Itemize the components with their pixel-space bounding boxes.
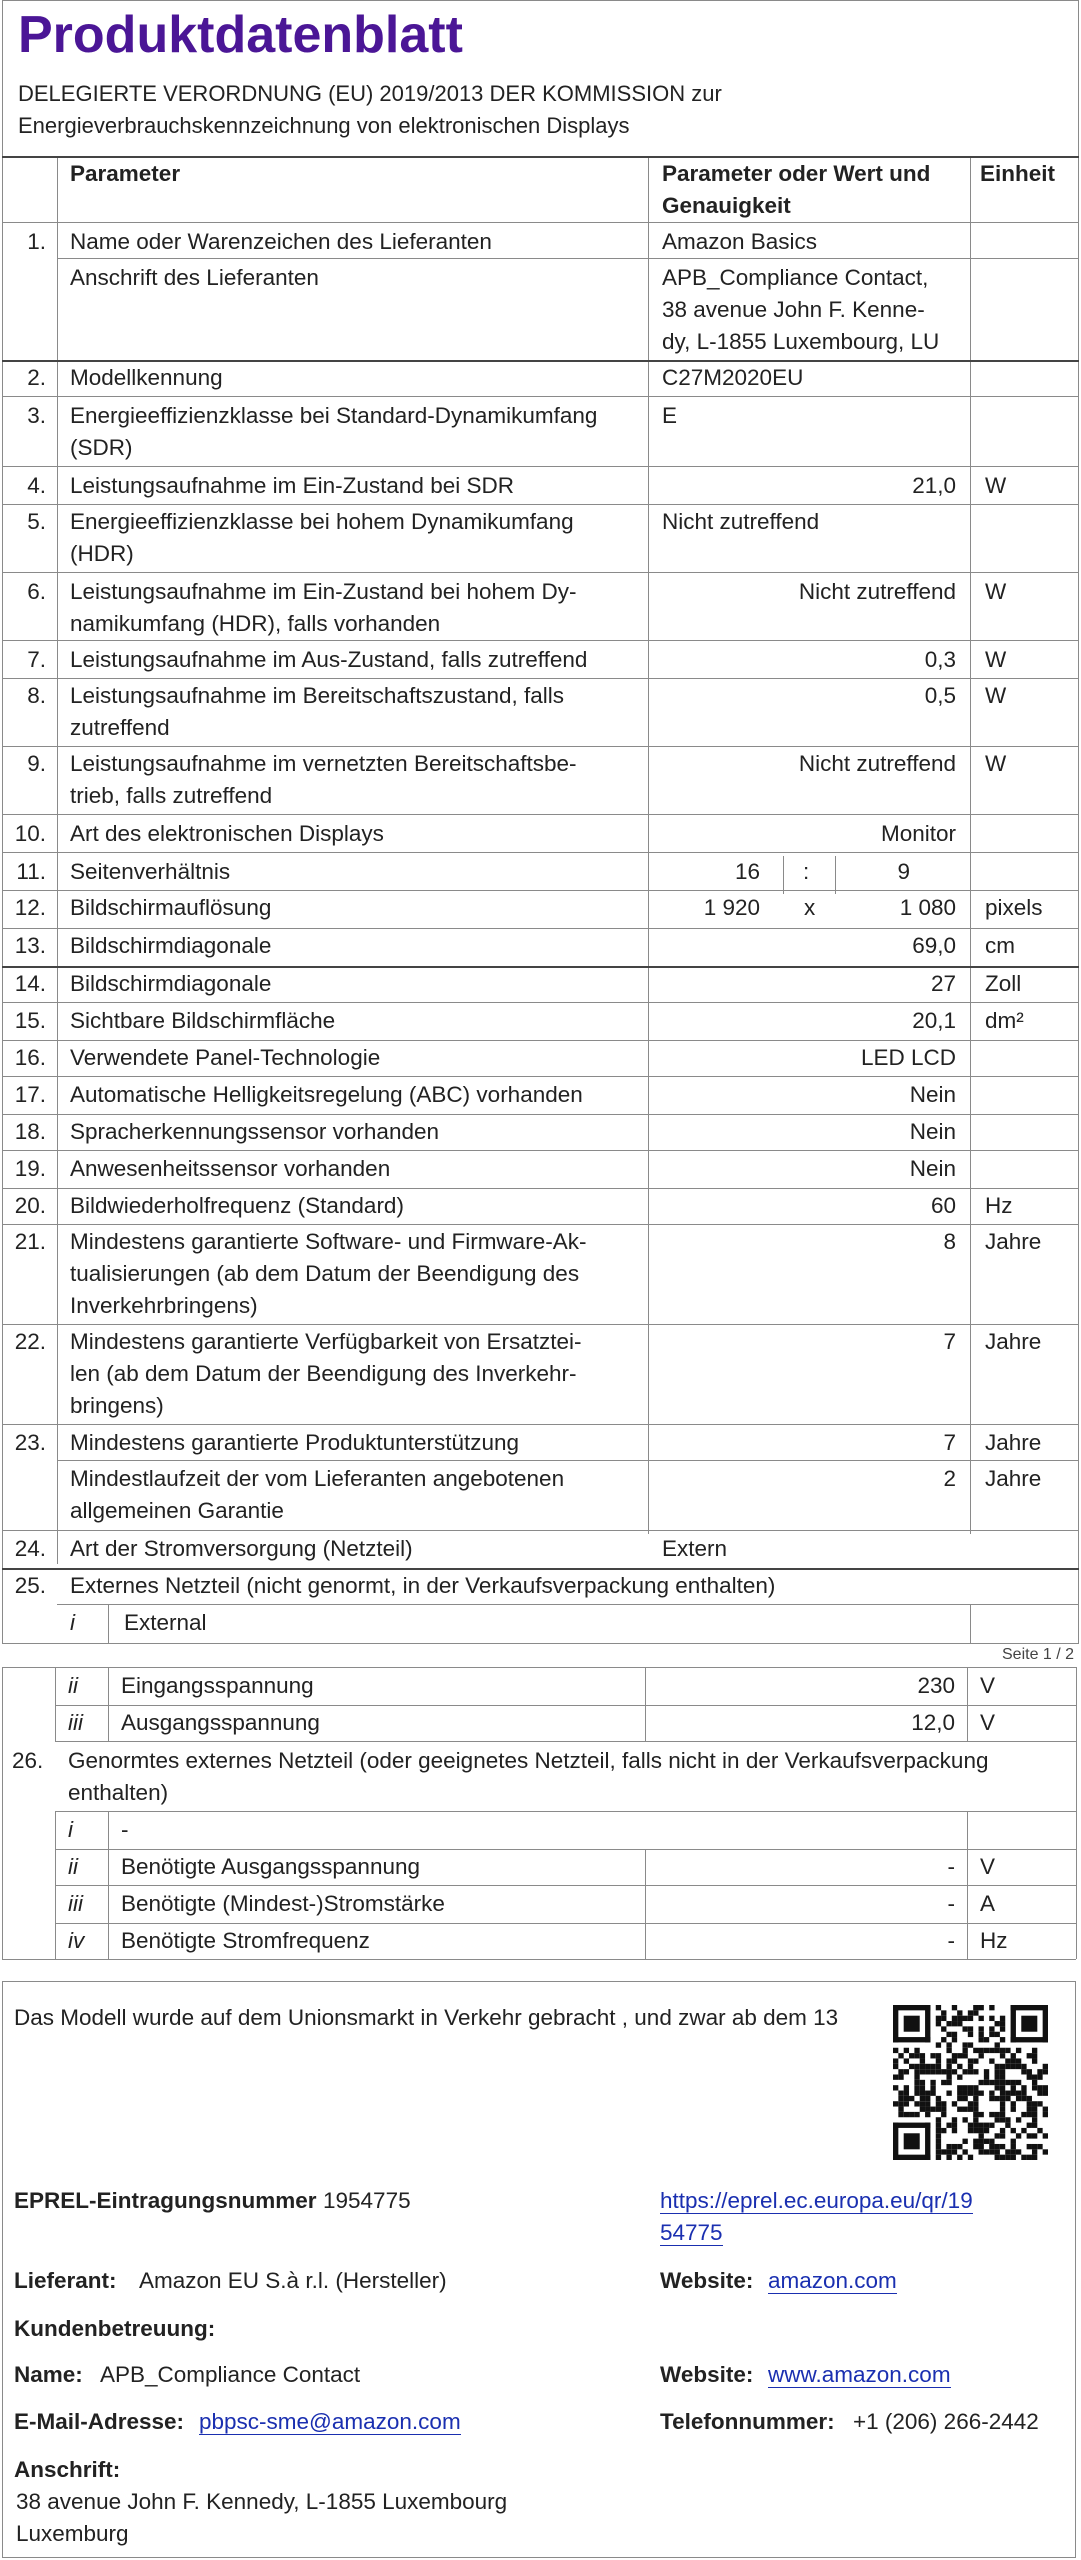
row-number: 15.: [14, 1008, 46, 1033]
row-number: 25.: [14, 1573, 46, 1598]
row-value-b: 9: [897, 859, 910, 884]
row-label: Leistungsaufnahme im vernetzten Bereitschaftsbe-: [70, 751, 577, 776]
row-label: Sichtbare Bildschirmfläche: [70, 1008, 336, 1033]
row-number: 6.: [27, 579, 46, 604]
website2-label: Website:: [660, 2362, 754, 2387]
row-unit: V: [980, 1854, 996, 1879]
row-number: 23.: [14, 1430, 46, 1455]
row-label: Leistungsaufnahme im Bereitschaftszustand, falls: [70, 683, 565, 708]
col-header-value-line1: Parameter oder Wert und: [662, 161, 931, 186]
row-number: 24.: [14, 1536, 46, 1561]
row-number: 17.: [14, 1082, 46, 1107]
row-number: 11.: [16, 859, 46, 884]
sub-row-number: iv: [68, 1928, 85, 1953]
row-label: (HDR): [70, 541, 134, 566]
row-number: 22.: [14, 1329, 46, 1354]
row-value: Extern: [662, 1536, 728, 1561]
regulation-subtitle-line1: DELEGIERTE VERORDNUNG (EU) 2019/2013 DER KOMMISSION zur: [18, 81, 722, 106]
row-value-a: 1 920: [703, 895, 760, 920]
row-label: tualisierungen (ab dem Datum der Beendigung des: [70, 1261, 580, 1286]
sub-row-number: ii: [68, 1673, 78, 1698]
row-value: 12,0: [911, 1710, 955, 1735]
row-value: 0,5: [924, 683, 956, 708]
row-unit: Jahre: [985, 1430, 1042, 1455]
row-unit: V: [980, 1673, 996, 1698]
row-label: Art der Stromversorgung (Netzteil): [70, 1536, 413, 1561]
row-label: trieb, falls zutreffend: [70, 783, 273, 808]
row-value: 27: [930, 971, 956, 996]
row-number: 20.: [14, 1193, 46, 1218]
row-unit: W: [985, 579, 1007, 604]
sub-row-number: iii: [68, 1891, 83, 1916]
row-value-b: 1 080: [899, 895, 956, 920]
row-value: 230: [917, 1673, 955, 1698]
row-number: 21.: [14, 1229, 46, 1254]
website-link[interactable]: amazon.com: [768, 2268, 897, 2293]
row-label: Art des elektronischen Displays: [70, 821, 384, 846]
row-unit: W: [985, 647, 1007, 672]
address-line1: 38 avenue John F. Kennedy, L-1855 Luxembourg: [16, 2489, 508, 2514]
row-unit: W: [985, 473, 1007, 498]
row-label: Modellkennung: [70, 365, 223, 390]
row-unit: V: [980, 1710, 996, 1735]
row-number: 4.: [27, 473, 46, 498]
sub-row-number: i: [68, 1817, 73, 1842]
website-label: Website:: [660, 2268, 754, 2293]
row-label: allgemeinen Garantie: [70, 1498, 284, 1523]
row-value: LED LCD: [860, 1045, 956, 1070]
row-value: 20,1: [912, 1008, 956, 1033]
row-label: Spracherkennungssensor vorhanden: [70, 1119, 439, 1144]
row-value: APB_Compliance Contact,: [662, 265, 929, 290]
col-header-unit: Einheit: [980, 161, 1056, 186]
row-number: 16.: [14, 1045, 46, 1070]
row-number: 9.: [27, 751, 46, 776]
supplier-label: Lieferant:: [14, 2268, 117, 2293]
website2-link[interactable]: www.amazon.com: [768, 2362, 951, 2387]
row-number: 3.: [27, 403, 46, 428]
row-value: 2: [943, 1466, 956, 1491]
row-number: 26.: [12, 1748, 44, 1773]
page-number: Seite 1 / 2: [1002, 1646, 1075, 1663]
col-header-value-line2: Genauigkeit: [662, 193, 791, 218]
eprel-link-line2[interactable]: 54775: [660, 2220, 723, 2245]
row-unit: Jahre: [985, 1229, 1042, 1254]
row-label: Name oder Warenzeichen des Lieferanten: [70, 229, 492, 254]
row-label: Leistungsaufnahme im Ein-Zustand bei SDR: [70, 473, 514, 498]
eprel-label: EPREL-Eintragungsnummer: [14, 2188, 317, 2213]
row-label: len (ab dem Datum der Beendigung des Inverkehr-: [70, 1361, 577, 1386]
row-number: 5.: [27, 509, 46, 534]
row-label: Bildwiederholfrequenz (Standard): [70, 1193, 404, 1218]
row-value: 21,0: [912, 473, 956, 498]
row-label: Verwendete Panel-Technologie: [70, 1045, 381, 1070]
row-value: -: [947, 1854, 955, 1879]
row-value: 69,0: [912, 933, 956, 958]
row-value-a: 16: [734, 859, 760, 884]
row-label: Anwesenheitssensor vorhanden: [70, 1156, 391, 1181]
row-value: 7: [943, 1329, 956, 1354]
customer-support-label: Kundenbetreuung:: [14, 2316, 216, 2341]
row-label: Bildschirmauflösung: [70, 895, 272, 920]
row-label: External: [124, 1610, 207, 1635]
row-unit: W: [985, 751, 1007, 776]
row-number: 8.: [27, 683, 46, 708]
row-label: Seitenverhältnis: [70, 859, 231, 884]
row-unit: W: [985, 683, 1007, 708]
row-label: zutreffend: [70, 715, 170, 740]
row-label: (SDR): [70, 435, 133, 460]
row-label: Genormtes externes Netzteil (oder geeignetes Netzteil, falls nicht in der Verkaufsverpackung: [68, 1748, 989, 1773]
row-value: Nicht zutreffend: [662, 509, 820, 534]
email-link[interactable]: pbpsc-sme@amazon.com: [199, 2409, 461, 2434]
row-value-sep: :: [803, 859, 810, 884]
row-value: 7: [943, 1430, 956, 1455]
row-unit: Jahre: [985, 1466, 1042, 1491]
row-label: Bildschirmdiagonale: [70, 933, 272, 958]
row-label: Leistungsaufnahme im Ein-Zustand bei hohem Dy-: [70, 579, 577, 604]
row-value: E: [662, 403, 678, 428]
row-number: 12.: [14, 895, 46, 920]
row-label: Energieeffizienzklasse bei Standard-Dynamikumfang: [70, 403, 598, 428]
eprel-number: 1954775: [323, 2188, 411, 2213]
row-number: 2.: [27, 365, 46, 390]
supplier-value: Amazon EU S.à r.l. (Hersteller): [139, 2268, 447, 2293]
row-number: 18.: [14, 1119, 46, 1144]
row-number: 14.: [14, 971, 46, 996]
row-value: Nein: [909, 1119, 956, 1144]
row-unit: pixels: [985, 895, 1043, 920]
sub-row-number: i: [70, 1610, 75, 1635]
row-value: 8: [943, 1229, 956, 1254]
row-label: enthalten): [68, 1780, 169, 1805]
row-label: Externes Netzteil (nicht genormt, in der Verkaufsverpackung enthalten): [70, 1573, 776, 1598]
row-label: Eingangsspannung: [121, 1673, 314, 1698]
row-unit: Hz: [985, 1193, 1013, 1218]
row-value: Monitor: [880, 821, 956, 846]
row-label: Ausgangsspannung: [121, 1710, 320, 1735]
qr-code-icon[interactable]: [893, 2005, 1048, 2160]
col-header-parameter: Parameter: [70, 161, 181, 186]
name-label: Name:: [14, 2362, 83, 2387]
row-number: 13.: [14, 933, 46, 958]
address-line2: Luxemburg: [16, 2521, 129, 2546]
row-value-sep: x: [804, 895, 816, 920]
row-value: Nicht zutreffend: [798, 579, 956, 604]
row-label: Benötigte (Mindest-)Stromstärke: [121, 1891, 445, 1916]
row-label: Benötigte Stromfrequenz: [121, 1928, 370, 1953]
row-value: C27M2020EU: [662, 365, 804, 390]
row-unit: Hz: [980, 1928, 1008, 1953]
row-label: Leistungsaufnahme im Aus-Zustand, falls zutreffend: [70, 647, 588, 672]
row-value: -: [947, 1928, 955, 1953]
email-label: E-Mail-Adresse:: [14, 2409, 185, 2434]
row-number: 10.: [14, 821, 46, 846]
row-number: 19.: [14, 1156, 46, 1181]
row-label: Mindestlaufzeit der vom Lieferanten angebotenen: [70, 1466, 565, 1491]
row-label: namikumfang (HDR), falls vorhanden: [70, 611, 441, 636]
row-label: Inverkehrbringens): [70, 1293, 258, 1318]
row-value: 60: [930, 1193, 956, 1218]
row-label: Mindestens garantierte Produktunterstützung: [70, 1430, 520, 1455]
sub-row-number: iii: [68, 1710, 83, 1735]
row-label: Benötigte Ausgangsspannung: [121, 1854, 421, 1879]
row-value: -: [947, 1891, 955, 1916]
row-unit: Zoll: [985, 971, 1022, 996]
row-value: 0,3: [924, 647, 956, 672]
phone-value: +1 (206) 266-2442: [853, 2409, 1039, 2434]
sub-row-number: ii: [68, 1854, 78, 1879]
row-unit: Jahre: [985, 1329, 1042, 1354]
row-value: Nicht zutreffend: [798, 751, 956, 776]
row-number: 7.: [27, 647, 46, 672]
row-value: Nein: [909, 1156, 956, 1181]
row-label: Energieeffizienzklasse bei hohem Dynamikumfang: [70, 509, 574, 534]
row-unit: dm²: [985, 1008, 1024, 1033]
phone-label: Telefonnummer:: [660, 2409, 835, 2434]
row-value: 38 avenue John F. Kenne-: [662, 297, 925, 322]
eprel-link-line1[interactable]: https://eprel.ec.europa.eu/qr/19: [660, 2188, 973, 2213]
page-title: Produktdatenblatt: [18, 6, 463, 64]
row-label: Automatische Helligkeitsregelung (ABC) vorhanden: [70, 1082, 583, 1107]
row-unit: cm: [985, 933, 1015, 958]
row-unit: A: [980, 1891, 996, 1916]
row-number: 1.: [27, 229, 46, 254]
row-value: Amazon Basics: [662, 229, 818, 254]
row-value: Nein: [909, 1082, 956, 1107]
row-label: bringens): [70, 1393, 164, 1418]
row-label: Bildschirmdiagonale: [70, 971, 272, 996]
regulation-subtitle-line2: Energieverbrauchskennzeichnung von elektronischen Displays: [18, 113, 630, 138]
address-label: Anschrift:: [14, 2457, 121, 2482]
row-label: Mindestens garantierte Software- und Firmware-Ak-: [70, 1229, 587, 1254]
row-value: dy, L-1855 Luxembourg, LU: [662, 329, 940, 354]
row-label: -: [121, 1817, 129, 1842]
market-date-text: Das Modell wurde auf dem Unionsmarkt in Verkehr gebracht , und zwar ab dem 13: [14, 2005, 839, 2030]
row-label: Mindestens garantierte Verfügbarkeit von Ersatztei-: [70, 1329, 582, 1354]
name-value: APB_Compliance Contact: [100, 2362, 361, 2387]
row-label: Anschrift des Lieferanten: [70, 265, 319, 290]
